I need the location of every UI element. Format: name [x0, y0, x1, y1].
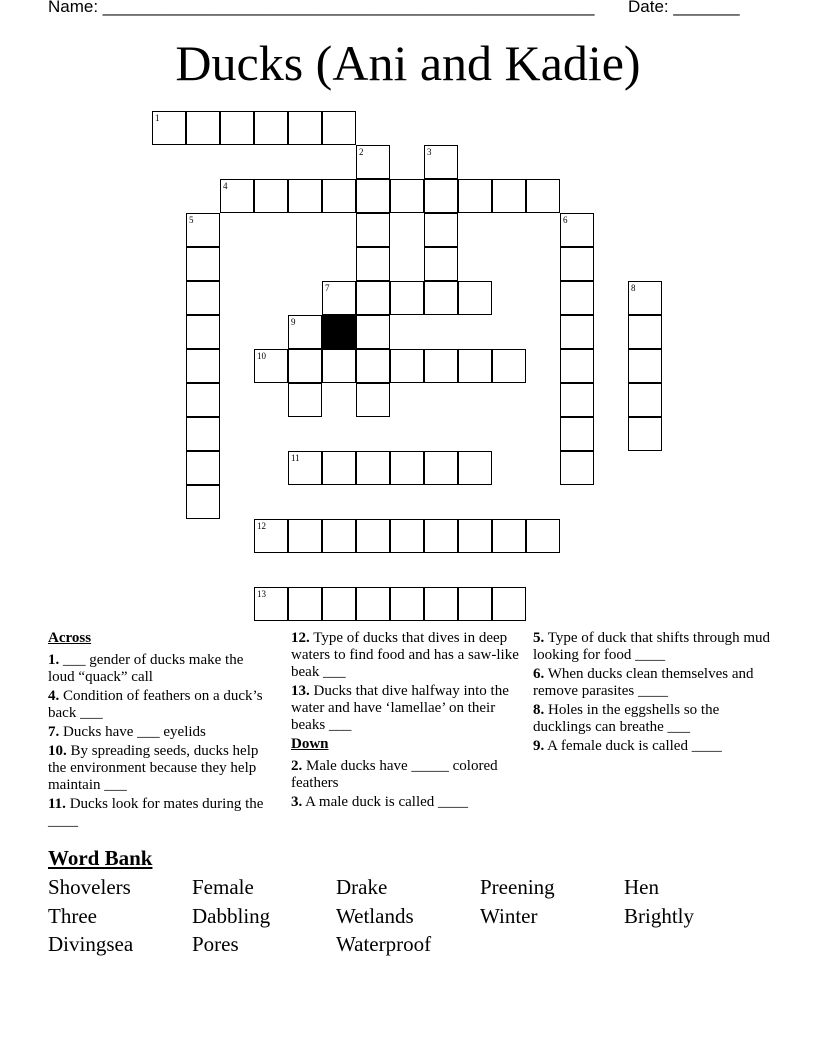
grid-clue-number: 3 — [427, 147, 432, 157]
clue-down-2: 2. Male ducks have _____ colored feathers — [291, 758, 498, 791]
grid-cell[interactable] — [424, 247, 458, 281]
grid-cell[interactable] — [186, 417, 220, 451]
grid-cell[interactable] — [186, 451, 220, 485]
grid-cell[interactable] — [322, 349, 356, 383]
word-bank-word: Preening — [480, 875, 555, 899]
word-bank-word: Divingsea — [48, 932, 134, 956]
grid-clue-number: 10 — [257, 351, 266, 361]
clues-column-2 — [291, 630, 526, 813]
grid-cell[interactable] — [288, 451, 322, 485]
clue-down-9: 9. A female duck is called ____ — [533, 738, 722, 754]
grid-cell[interactable] — [458, 349, 492, 383]
grid-cell[interactable] — [390, 179, 424, 213]
grid-cell[interactable] — [254, 349, 288, 383]
grid-cell[interactable] — [186, 383, 220, 417]
grid-cell[interactable] — [356, 315, 390, 349]
grid-cell[interactable] — [458, 587, 492, 621]
grid-clue-number: 6 — [563, 215, 568, 225]
grid-cell[interactable] — [492, 519, 526, 553]
clue-down-6: 6. When ducks clean themselves and remove parasites ____ — [533, 666, 754, 699]
grid-cell[interactable] — [458, 451, 492, 485]
grid-cell[interactable] — [424, 587, 458, 621]
grid-cell[interactable] — [288, 111, 322, 145]
grid-cell[interactable] — [288, 587, 322, 621]
grid-cell[interactable] — [560, 281, 594, 315]
clue-across-13: 13. Ducks that dive halfway into the water and have ‘lamellae’ on their beaks ___ — [291, 683, 509, 733]
clue-across-7: 7. Ducks have ___ eyelids — [48, 724, 206, 740]
clue-across-12: 12. Type of ducks that dives in deep waters to find food and has a saw-like beak ___ — [291, 630, 519, 680]
grid-clue-number: 5 — [189, 215, 194, 225]
grid-cell[interactable] — [356, 213, 390, 247]
grid-cell[interactable] — [288, 315, 322, 349]
word-bank-word: Dabbling — [192, 904, 271, 928]
grid-cell[interactable] — [628, 281, 662, 315]
grid-cell[interactable] — [356, 349, 390, 383]
grid-cell[interactable] — [628, 417, 662, 451]
grid-cell[interactable] — [220, 179, 254, 213]
grid-cell[interactable] — [356, 247, 390, 281]
grid-cell[interactable] — [322, 451, 356, 485]
word-bank-word: Wetlands — [336, 904, 414, 928]
grid-cell[interactable] — [186, 349, 220, 383]
grid-cell[interactable] — [390, 519, 424, 553]
word-bank-word: Female — [192, 875, 254, 899]
word-bank-title: Word Bank — [48, 846, 153, 870]
grid-cell[interactable] — [526, 179, 560, 213]
grid-clue-number: 8 — [631, 283, 636, 293]
grid-clue-number: 9 — [291, 317, 296, 327]
grid-cell[interactable] — [356, 383, 390, 417]
grid-cell[interactable] — [186, 213, 220, 247]
grid-cell[interactable] — [322, 587, 356, 621]
grid-cell[interactable] — [186, 111, 220, 145]
clues-column-3 — [533, 630, 773, 757]
grid-cell[interactable] — [356, 519, 390, 553]
grid-cell[interactable] — [254, 111, 288, 145]
clue-across-11: 11. Ducks look for mates during the ____ — [48, 796, 264, 829]
grid-cell[interactable] — [390, 281, 424, 315]
clue-down-5: 5. Type of duck that shifts through mud looking for food ____ — [533, 630, 770, 663]
grid-cell[interactable] — [560, 349, 594, 383]
clues-column-1 — [48, 630, 273, 832]
grid-clue-number: 2 — [359, 147, 364, 157]
grid-clue-number: 4 — [223, 181, 228, 191]
grid-cell[interactable] — [186, 281, 220, 315]
clue-down-8: 8. Holes in the eggshells so the ducklings can breathe ___ — [533, 702, 720, 735]
grid-cell[interactable] — [560, 451, 594, 485]
grid-cell[interactable] — [424, 281, 458, 315]
grid-cell[interactable] — [356, 451, 390, 485]
grid-cell[interactable] — [458, 519, 492, 553]
word-bank-word: Hen — [624, 875, 659, 899]
grid-cell[interactable] — [390, 587, 424, 621]
across-heading: Across — [48, 630, 92, 646]
grid-cell[interactable] — [356, 281, 390, 315]
grid-cell[interactable] — [288, 383, 322, 417]
grid-cell[interactable] — [322, 179, 356, 213]
grid-cell[interactable] — [492, 179, 526, 213]
grid-cell[interactable] — [526, 519, 560, 553]
grid-cell[interactable] — [560, 383, 594, 417]
grid-black-cell — [322, 315, 356, 349]
grid-cell[interactable] — [254, 587, 288, 621]
grid-cell[interactable] — [424, 213, 458, 247]
grid-cell[interactable] — [356, 179, 390, 213]
grid-cell[interactable] — [424, 179, 458, 213]
date-field[interactable]: Date: _______ — [628, 0, 740, 16]
grid-cell[interactable] — [186, 315, 220, 349]
grid-cell[interactable] — [628, 349, 662, 383]
grid-cell[interactable] — [560, 315, 594, 349]
grid-cell[interactable] — [628, 383, 662, 417]
grid-cell[interactable] — [186, 485, 220, 519]
word-bank-word: Drake — [336, 875, 388, 899]
grid-cell[interactable] — [356, 587, 390, 621]
word-bank-word: Brightly — [624, 904, 695, 928]
grid-cell[interactable] — [424, 519, 458, 553]
word-bank-word: Shovelers — [48, 875, 131, 899]
grid-cell[interactable] — [288, 179, 322, 213]
clue-across-10: 10. By spreading seeds, ducks help the environment because they help maintain ___ — [48, 743, 259, 793]
grid-cell[interactable] — [152, 111, 186, 145]
down-heading: Down — [291, 736, 329, 752]
grid-cell[interactable] — [458, 179, 492, 213]
grid-cell[interactable] — [424, 349, 458, 383]
grid-cell[interactable] — [424, 145, 458, 179]
word-bank-word: Three — [48, 904, 97, 928]
word-bank-word: Pores — [192, 932, 239, 956]
grid-cell[interactable] — [492, 349, 526, 383]
grid-cell[interactable] — [288, 519, 322, 553]
grid-cell[interactable] — [560, 417, 594, 451]
grid-cell[interactable] — [322, 111, 356, 145]
grid-cell[interactable] — [220, 111, 254, 145]
grid-clue-number: 11 — [291, 453, 300, 463]
grid-cell[interactable] — [322, 519, 356, 553]
grid-cell[interactable] — [254, 519, 288, 553]
grid-cell[interactable] — [390, 451, 424, 485]
grid-clue-number: 13 — [257, 589, 266, 599]
grid-cell[interactable] — [628, 315, 662, 349]
word-bank-word: Winter — [480, 904, 538, 928]
grid-cell[interactable] — [424, 451, 458, 485]
name-field[interactable]: Name: ____________________________________________________ — [48, 0, 595, 16]
grid-clue-number: 7 — [325, 283, 330, 293]
clue-across-1: 1. ___ gender of ducks make the loud “quack” call — [48, 652, 244, 685]
grid-clue-number: 12 — [257, 521, 266, 531]
grid-cell[interactable] — [492, 587, 526, 621]
grid-cell[interactable] — [560, 213, 594, 247]
grid-cell[interactable] — [186, 247, 220, 281]
grid-cell[interactable] — [288, 349, 322, 383]
grid-cell[interactable] — [322, 281, 356, 315]
grid-cell[interactable] — [254, 179, 288, 213]
grid-clue-number: 1 — [155, 113, 160, 123]
clue-down-3: 3. A male duck is called ____ — [291, 794, 469, 810]
page-title: Ducks (Ani and Kadie) — [175, 35, 641, 91]
grid-cell[interactable] — [560, 247, 594, 281]
word-bank-word: Waterproof — [336, 932, 432, 956]
grid-cell[interactable] — [458, 281, 492, 315]
grid-cell[interactable] — [356, 145, 390, 179]
clue-across-4: 4. Condition of feathers on a duck’s back ___ — [48, 688, 263, 721]
grid-cell[interactable] — [390, 349, 424, 383]
